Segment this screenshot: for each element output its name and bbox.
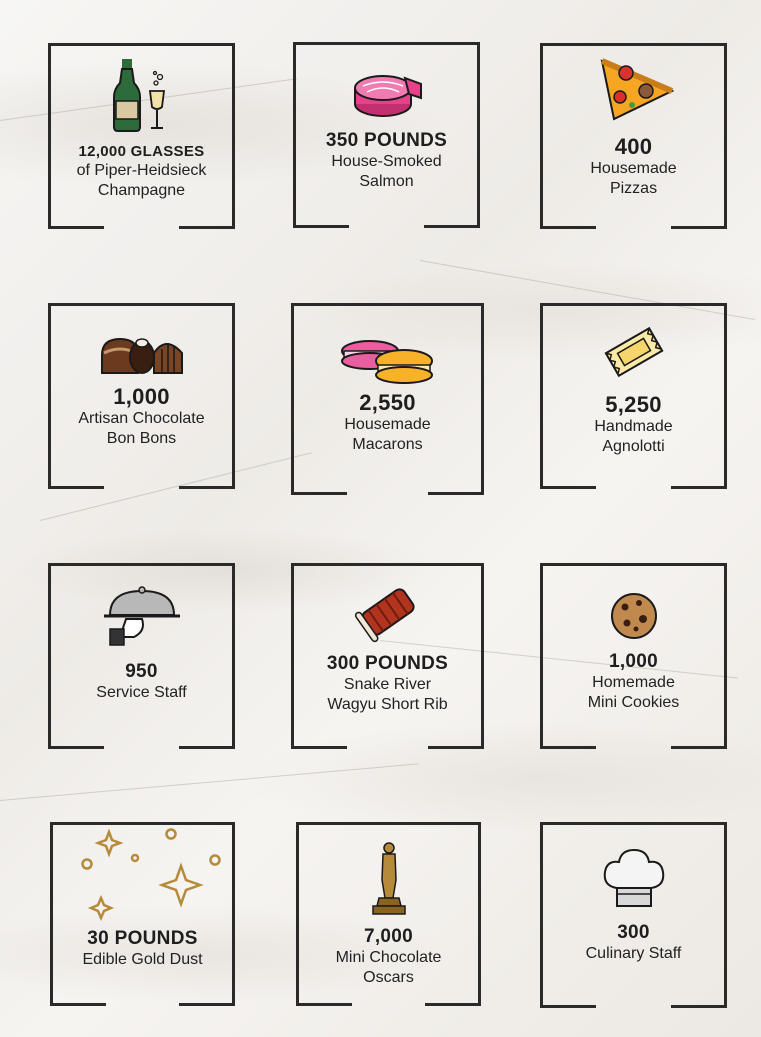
salmon-icon — [293, 68, 480, 120]
stat-card-macarons — [291, 303, 484, 495]
stat-description: Mini Cookies — [587, 694, 680, 711]
stat-number: 12,000 GLASSES — [78, 143, 205, 160]
pizza-icon — [540, 57, 727, 121]
stat-description: Mini Chocolate — [335, 949, 442, 966]
oscar-statue-icon — [296, 840, 481, 916]
stat-description: House-Smoked — [331, 153, 442, 170]
stat-card-salmon — [293, 42, 480, 228]
stat-card-agnolotti — [540, 303, 727, 489]
stat-description: Homemade — [592, 674, 675, 691]
stat-card-short-rib — [291, 563, 484, 749]
stat-description: Wagyu Short Rib — [327, 696, 448, 713]
stat-number: 1,000 — [608, 651, 659, 672]
stat-number: 300 POUNDS — [326, 653, 449, 674]
stat-card-culinary-staff — [540, 822, 727, 1008]
stat-card-gold-dust — [50, 822, 235, 1006]
stat-card-oscars — [296, 822, 481, 1006]
stat-description: Edible Gold Dust — [82, 951, 203, 968]
champagne-icon — [48, 57, 235, 133]
stat-description: Snake River — [343, 676, 432, 693]
stat-description: Agnolotti — [602, 438, 665, 455]
stat-description: Salmon — [359, 173, 414, 190]
stat-card-champagne — [48, 43, 235, 229]
stat-description: Housemade — [590, 160, 677, 177]
stat-description: Pizzas — [609, 180, 658, 197]
stat-description: Macarons — [352, 436, 423, 453]
stat-number: 950 — [125, 661, 158, 682]
stat-description: Housemade — [344, 416, 431, 433]
stat-description: Oscars — [363, 969, 414, 986]
gold-dust-icon — [50, 826, 235, 922]
stat-description: Artisan Chocolate — [78, 410, 205, 427]
stat-card-cookies — [540, 563, 727, 749]
stat-description: Champagne — [97, 182, 186, 199]
cookie-icon — [540, 591, 727, 641]
stat-card-pizza — [540, 43, 727, 229]
stat-number: 5,250 — [605, 392, 662, 417]
stat-number: 2,550 — [359, 390, 416, 415]
agnolotti-icon — [540, 317, 727, 387]
stat-number: 300 — [617, 922, 650, 943]
stat-card-service-staff — [48, 563, 235, 749]
stat-description: Culinary Staff — [585, 945, 682, 962]
stat-number: 350 POUNDS — [325, 130, 448, 151]
short-rib-icon — [291, 577, 484, 647]
stat-number: 400 — [614, 134, 653, 159]
macaron-icon — [291, 329, 484, 389]
stat-description: of Piper-Heidsieck — [76, 162, 207, 179]
stat-number: 30 POUNDS — [87, 928, 198, 949]
stat-card-bonbons — [48, 303, 235, 489]
cloche-icon — [48, 585, 235, 647]
stat-description: Handmade — [594, 418, 673, 435]
stat-description: Bon Bons — [106, 430, 177, 447]
stat-number: 7,000 — [363, 926, 414, 947]
stat-number: 1,000 — [113, 384, 170, 409]
chef-hat-icon — [540, 846, 727, 912]
stat-description: Service Staff — [96, 684, 187, 701]
bonbon-icon — [48, 329, 235, 379]
